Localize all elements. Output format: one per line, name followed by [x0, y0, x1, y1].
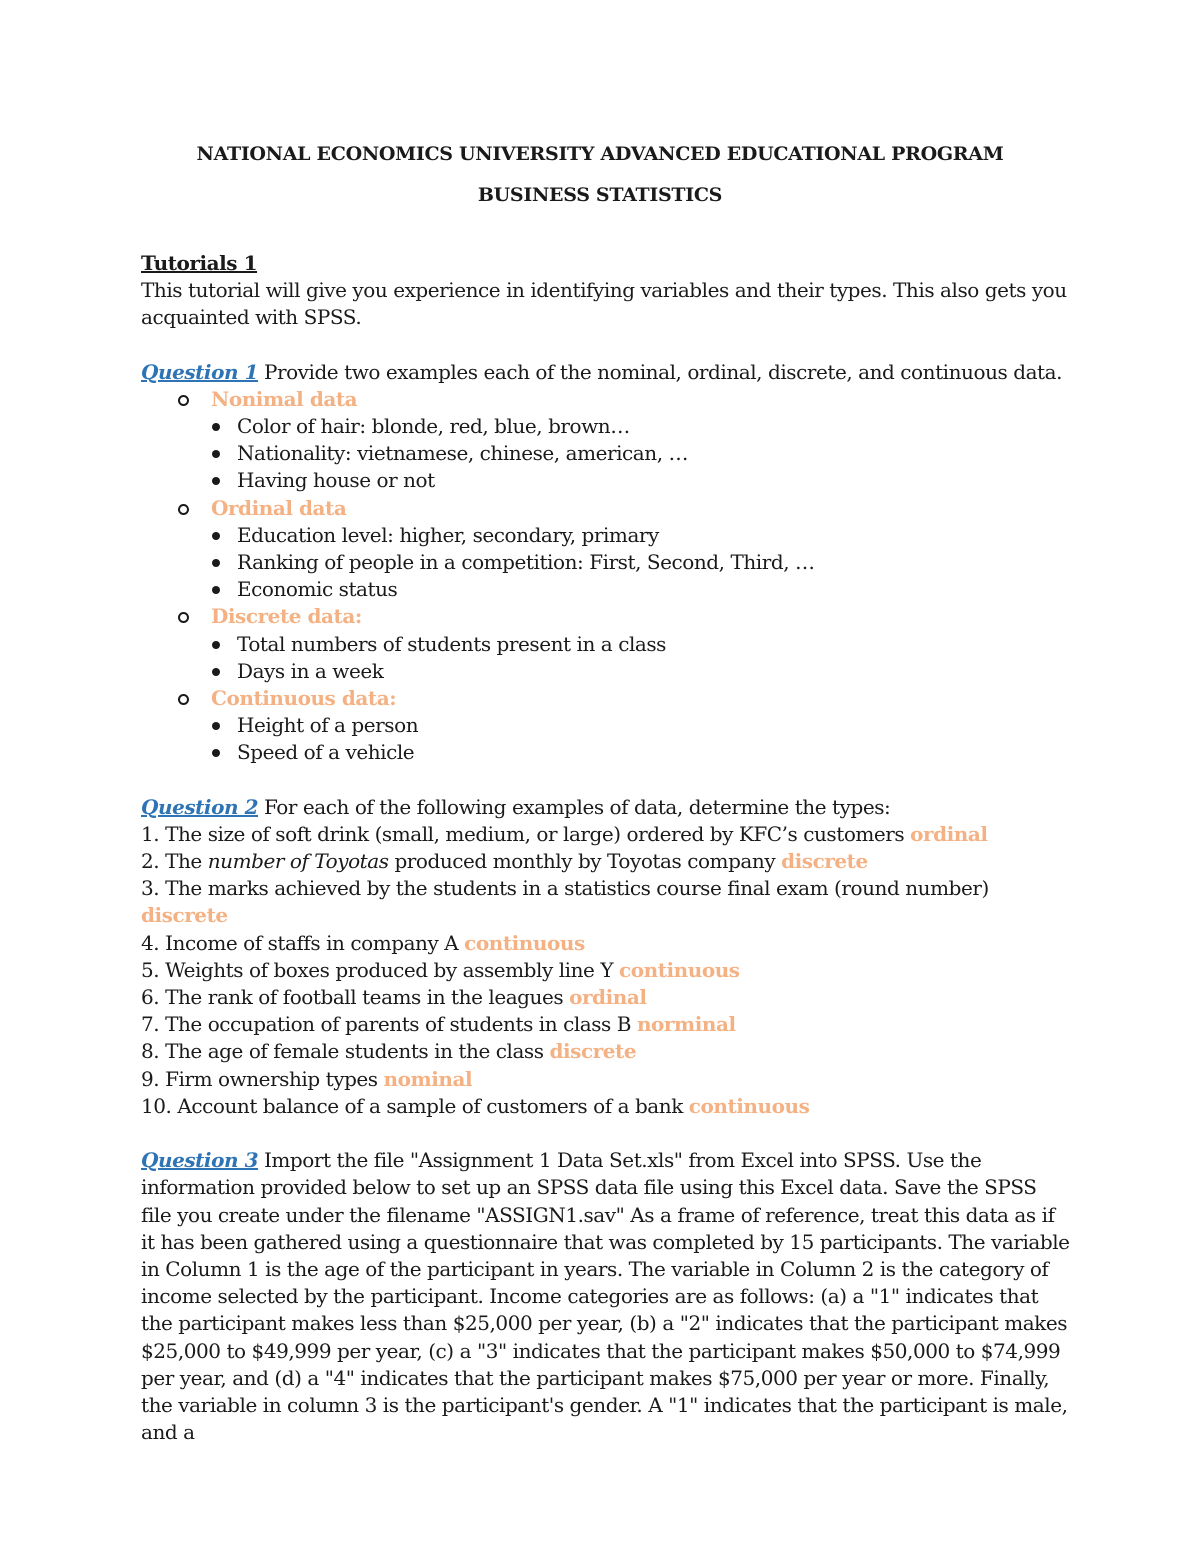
- question-1-text: Provide two examples each of the nominal, ordinal, discrete, and continuous data.: [258, 359, 1063, 384]
- item-text: 3. The marks achieved by the students in a statistics course final exam (round number): [141, 876, 989, 901]
- item-text: 9. Firm ownership types: [141, 1066, 384, 1091]
- question-1: [141, 359, 1071, 386]
- list-item: Economic status: [141, 576, 1071, 603]
- document-title-university: NATIONAL ECONOMICS UNIVERSITY ADVANCED EDUCATIONAL PROGRAM: [196, 143, 1004, 165]
- list-item: [141, 685, 1071, 712]
- answer: discrete: [781, 849, 868, 874]
- list-item: Education level: higher, secondary, primary: [141, 522, 1071, 549]
- item-text: 4. Income of staffs in company A: [141, 930, 465, 955]
- list-item: Color of hair: blonde, red, blue, brown…: [141, 413, 1071, 440]
- answer: discrete: [141, 903, 228, 928]
- list-item: Total numbers of students present in a class: [141, 631, 1071, 658]
- item-text: 8. The age of female students in the class: [141, 1039, 550, 1064]
- answer: continuous: [688, 1093, 810, 1118]
- item-text: 2. The: [141, 849, 208, 874]
- list-item: Speed of a vehicle: [141, 739, 1071, 766]
- tutorial-intro: This tutorial will give you experience in identifying variables and their types. This also gets you acquainted with SPSS.: [141, 278, 1067, 330]
- answer: continuous: [619, 957, 740, 982]
- data-type-heading: Discrete data:: [211, 604, 362, 629]
- list-item: Having house or not: [141, 467, 1071, 494]
- item-emphasis: number of Toyotas: [207, 849, 389, 874]
- answer: norminal: [636, 1012, 736, 1037]
- list-item: [141, 495, 1071, 522]
- list-item: [141, 603, 1071, 630]
- data-type-heading: Ordinal data: [211, 495, 347, 520]
- list-item: Ranking of people in a competition: First, Second, Third, …: [141, 549, 1071, 576]
- item-text: 7. The occupation of parents of students in class B: [141, 1012, 637, 1037]
- question-2-item: [141, 848, 1071, 875]
- question-2-item: [141, 930, 1071, 957]
- document-body: [141, 250, 1071, 1446]
- tutorial-heading: Tutorials 1: [141, 251, 258, 275]
- question-3-text: Import the file "Assignment 1 Data Set.xls" from Excel into SPSS. Use the information provided below to set up an SPSS data file using this Excel data. Save the SPSS file you create under the filename "ASSIGN1.sav" As a frame of reference, treat this data as if it has been gathered using a questionnaire that was completed by 15 participants. The variable in Column 1 is the age of the participant in years. The variable in Column 2 is the category of income selected by the participant. Income categories are as follows: (a) a "1" indicates that the participant makes less than $25,000 per year, (b) a "2" indicates that the participant makes $25,000 to $49,999 per year, (c) a "3" indicates that the participant makes $50,000 to $74,999 per year, and (d) a "4" indicates that the participant makes $75,000 per year or more. Finally, the variable in column 3 is the participant's gender. A "1" indicates that the participant is male, and a: [141, 1148, 1070, 1445]
- answer: continuous: [464, 930, 585, 955]
- document-title-course: BUSINESS STATISTICS: [477, 184, 723, 206]
- question-3: [141, 1147, 1071, 1446]
- question-2-item: [141, 957, 1071, 984]
- question-2-item: [141, 1066, 1071, 1093]
- question-2-text: For each of the following examples of data, determine the types:: [258, 794, 891, 819]
- answer: discrete: [549, 1039, 637, 1064]
- data-type-heading: Continuous data:: [211, 686, 397, 711]
- list-item: Days in a week: [141, 658, 1071, 685]
- question-2-item: [141, 1011, 1071, 1038]
- question-2-item: [141, 875, 1071, 929]
- question-2-item: [141, 821, 1071, 848]
- question-1-label: Question 1: [141, 359, 259, 384]
- question-2-item: [141, 1038, 1071, 1065]
- question-2: [141, 794, 1071, 821]
- question-2-item: [141, 1093, 1071, 1120]
- question-2-item: [141, 984, 1071, 1011]
- answer: ordinal: [910, 821, 988, 846]
- list-item: Height of a person: [141, 712, 1071, 739]
- question-2-label: Question 2: [141, 794, 259, 819]
- list-item: Nationality: vietnamese, chinese, american, …: [141, 440, 1071, 467]
- item-text-continued: produced monthly by Toyotas company: [388, 849, 782, 874]
- item-text: 6. The rank of football teams in the leagues: [141, 985, 570, 1010]
- data-type-heading: Nonimal data: [211, 386, 358, 411]
- answer: nominal: [383, 1066, 473, 1091]
- question-3-label: Question 3: [141, 1148, 259, 1173]
- list-item: [141, 386, 1071, 413]
- item-text: 1. The size of soft drink (small, medium, or large) ordered by KFC’s customers: [141, 821, 911, 846]
- item-text: 5. Weights of boxes produced by assembly line Y: [141, 957, 619, 982]
- item-text: 10. Account balance of a sample of customers of a bank: [141, 1093, 689, 1118]
- answer: ordinal: [569, 985, 647, 1010]
